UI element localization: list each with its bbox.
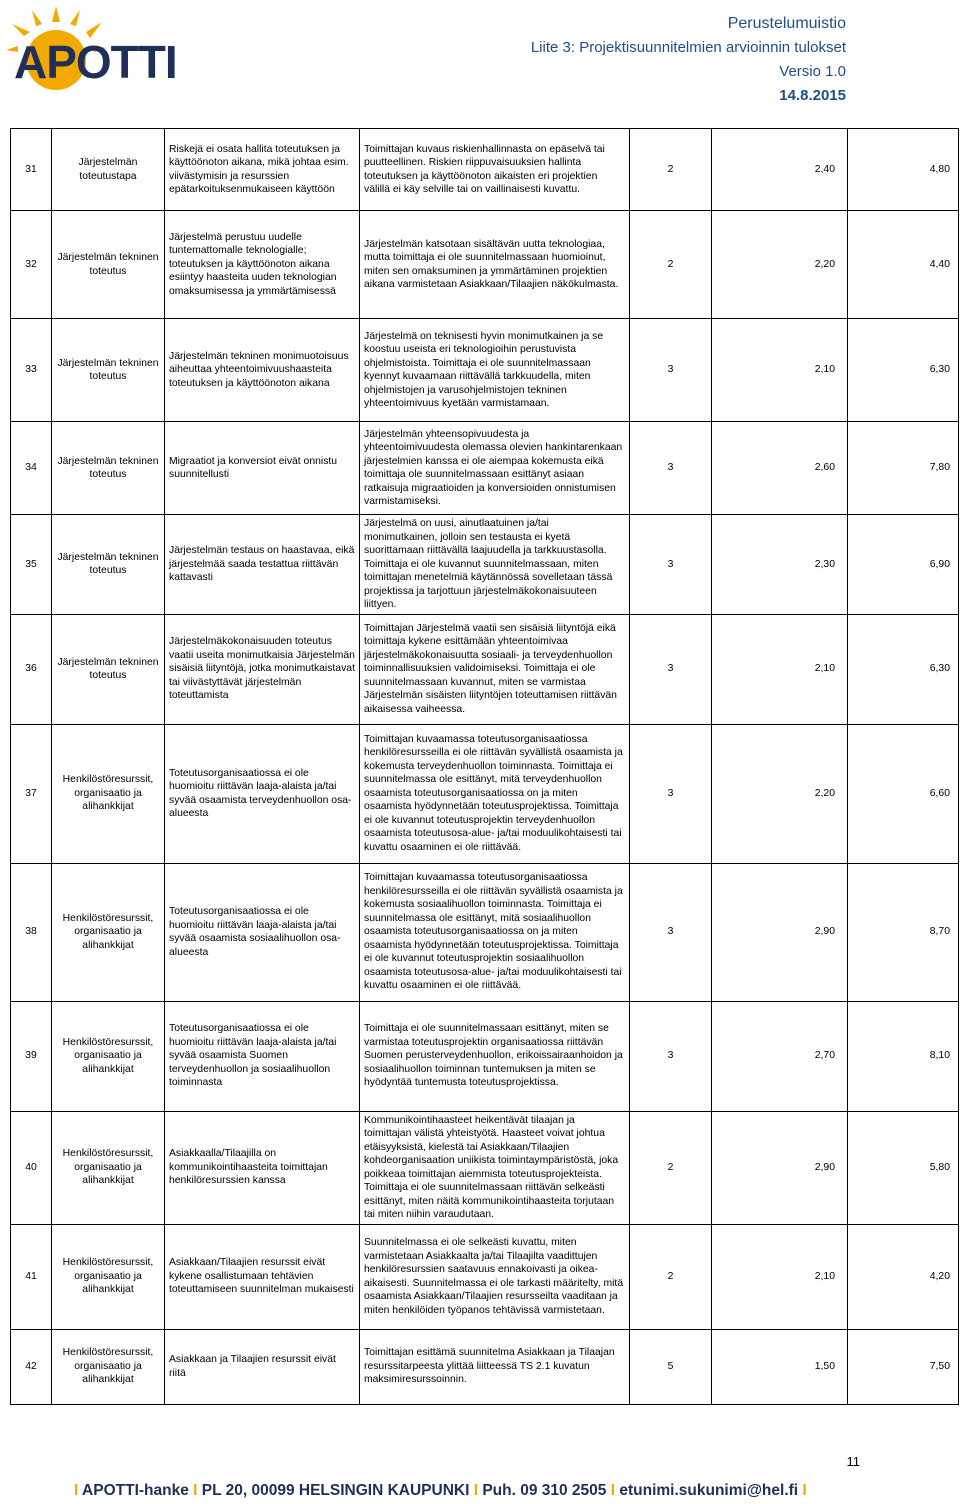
table-row xyxy=(11,1329,959,1404)
table-cell-area: Järjestelmän tekninen toteutus xyxy=(52,422,165,515)
table-row xyxy=(11,515,959,615)
table-cell-score: 3 xyxy=(630,1001,712,1111)
document-header xyxy=(531,12,846,108)
logo-text: APOTTI xyxy=(14,36,177,88)
table-cell-risk: Järjestelmän testaus on haastavaa, eikä järjestelmää saada testattua riittävän kattavasti xyxy=(165,515,360,615)
table-cell-score: 3 xyxy=(630,515,712,615)
table-cell-area: Henkilöstöresurssit, organisaatio ja alihankkijat xyxy=(52,1224,165,1329)
table-cell-total: 6,90 xyxy=(848,515,959,615)
table-cell-risk: Järjestelmäkokonaisuuden toteutus vaatii useita monimutkaisia Järjestelmän sisäisiä liityntöjä, jotka monimutkaistavat tai viivästyttävät järjestelmän toteuttamista xyxy=(165,614,360,724)
table-cell-total: 6,30 xyxy=(848,614,959,724)
table-cell-average: 2,10 xyxy=(712,614,848,724)
table-cell-average: 2,20 xyxy=(712,724,848,863)
table-cell-area: Järjestelmän toteutustapa xyxy=(52,129,165,211)
document-type: Perustelumuistio xyxy=(727,15,846,32)
table-row xyxy=(11,1111,959,1224)
table-cell-evaluation: Järjestelmä on teknisesti hyvin monimutkainen ja se koostuu useista eri teknologioihin perustuvista ohjelmistoista. Toimittaja ei ole suunnitelmassaan kyennyt kuvaamaan riittävällä tarkkuudella, miten ohjelmistojen ja varusohjelmistojen tekninen yhteentoimivuus kyetään varmistamaan. xyxy=(360,319,630,422)
table-cell-total: 8,70 xyxy=(848,863,959,1001)
table-cell-risk: Asiakkaan/Tilaajien resurssit eivät kykene osallistumaan tehtävien toteuttamiseen suunnitelman mukaisesti xyxy=(165,1224,360,1329)
table-cell-area: Henkilöstöresurssit, organisaatio ja alihankkijat xyxy=(52,863,165,1001)
table-cell-evaluation: Järjestelmän katsotaan sisältävän uutta teknologiaa, mutta toimittaja ei ole suunnitelmassaan huomioinut, miten sen omaksuminen ja ymmärtäminen projektien aikana varmistetaan Asiakkaan/Tilaajien näkökulmasta. xyxy=(360,211,630,319)
table-cell-total: 4,80 xyxy=(848,129,959,211)
table-cell-score: 3 xyxy=(630,614,712,724)
table-cell-average: 2,90 xyxy=(712,863,848,1001)
table-cell-average: 2,30 xyxy=(712,515,848,615)
table-cell-total: 8,10 xyxy=(848,1001,959,1111)
table-cell-risk: Migraatiot ja konversiot eivät onnistu suunnitellusti xyxy=(165,422,360,515)
table-cell-average: 2,20 xyxy=(712,211,848,319)
table-cell-number: 35 xyxy=(11,515,52,615)
table-cell-area: Järjestelmän tekninen toteutus xyxy=(52,614,165,724)
table-cell-risk: Toteutusorganisaatiossa ei ole huomioitu riittävän laaja-alaista ja/tai syvää osaamista terveydenhuollon osa-alueesta xyxy=(165,724,360,863)
table-cell-evaluation: Järjestelmä on uusi, ainutlaatuinen ja/tai monimutkainen, jolloin sen testausta ei kyetä suorittamaan riittävällä laajuudella ja tarkkuustasolla. Toimittaja ei ole kuvannut suunnitelmassaan, miten toimittajan menetelmiä käytännössä sovelletaan tässä projektissa ja tarjottuun järjestelmäkokonaisuuteen liittyen. xyxy=(360,515,630,615)
table-cell-total: 6,60 xyxy=(848,724,959,863)
table-cell-risk: Riskejä ei osata hallita toteutuksen ja käyttöönoton aikana, mikä johtaa esim. viivästymisin ja resurssien epätarkoituksenmukaiseen käyttöön xyxy=(165,129,360,211)
footer-bar: I APOTTI-hanke I PL 20, 00099 HELSINGIN KAUPUNKI I Puh. 09 310 2505 I etunimi.sukunimi@hel.fi I xyxy=(74,1482,807,1499)
table-cell-area: Henkilöstöresurssit, organisaatio ja alihankkijat xyxy=(52,724,165,863)
table-cell-number: 38 xyxy=(11,863,52,1001)
table-cell-risk: Järjestelmän tekninen monimuotoisuus aiheuttaa yhteentoimivuushaasteita toteutuksen ja käyttöönoton aikana xyxy=(165,319,360,422)
footer-org: APOTTI-hanke xyxy=(82,1482,189,1499)
table-cell-number: 31 xyxy=(11,129,52,211)
apotti-logo xyxy=(6,6,220,92)
table-cell-score: 3 xyxy=(630,422,712,515)
table-cell-evaluation: Toimittajan esittämä suunnitelma Asiakkaan ja Tilaajan resurssitarpeesta ylittää liitteessä TS 2.1 kuvatun maksimiresurssoinnin. xyxy=(360,1329,630,1404)
table-cell-score: 2 xyxy=(630,211,712,319)
table-row xyxy=(11,863,959,1001)
table-cell-average: 2,70 xyxy=(712,1001,848,1111)
table-cell-score: 5 xyxy=(630,1329,712,1404)
table-cell-average: 2,60 xyxy=(712,422,848,515)
table-cell-area: Järjestelmän tekninen toteutus xyxy=(52,319,165,422)
table-row xyxy=(11,724,959,863)
table-cell-evaluation: Toimittajan kuvaamassa toteutusorganisaatiossa henkilöresursseilla ei ole riittävän syvällistä osaamista ja kokemusta sosiaalihuollon toiminnasta. Toimittaja ei suunnitelmassa ole esittänyt, mitä sosiaalihuollon osaamista toteutusorganisaatiossa on ja miten osaamista hyödynnetään toteutusprojektissa. Toimittaja ei ole kuvannut toteutusprojektin sosiaalihuollon osaamista toteutusosa-alue- ja/tai moduulikohtaisesti tai kuvattu osaaminen ei ole riittävää. xyxy=(360,863,630,1001)
table-row xyxy=(11,422,959,515)
table-cell-evaluation: Toimittajan kuvaamassa toteutusorganisaatiossa henkilöresursseilla ei ole riittävän syvällistä osaamista ja kokemusta terveydenhuollon toiminnasta. Toimittaja ei suunnitelmassa ole esittänyt, mitä terveydenhuollon osaamista toteutusorganisaatiossa on ja miten osaamista hyödynnetään toteutusprojektissa. Toimittaja ei ole kuvannut toteutusprojektin terveydenhuollon osaamista toteutusosa-alue- ja/tai moduulikohtaisesti tai kuvattu osaaminen ei ole riittävää. xyxy=(360,724,630,863)
table-row xyxy=(11,129,959,211)
table-cell-evaluation: Suunnitelmassa ei ole selkeästi kuvattu, miten varmistetaan Asiakkaalta ja/tai Tilaajilta vaadittujen henkilöresurssien saatavuus ennakoivasti ja oikea-aikaisesti. Suunnitelmassa ei ole tarkasti määritelty, mitä osaamista Asiakkaan/Tilaajien resursseilta vaaditaan ja miten henkilöiden työpanos tehtävissä varmistetaan. xyxy=(360,1224,630,1329)
table-cell-risk: Asiakkaalla/Tilaajilla on kommunikointihaasteita toimittajan henkilöresurssien kanssa xyxy=(165,1111,360,1224)
table-row xyxy=(11,614,959,724)
table-cell-evaluation: Toimittajan Järjestelmä vaatii sen sisäisiä liityntöjä eikä toimittaja kykene esittämään yhteentoimivaa järjestelmäkokonaisuutta sosiaali- ja terveydenhuollon toiminnallisuuksien validoimiseksi. Toimittaja ei ole suunnitelmassaan kuvannut, miten se varmistaa Järjestelmän sisäisten liityntöjen toteuttamisen riittävän aikaisessa vaiheessa. xyxy=(360,614,630,724)
table-cell-average: 2,10 xyxy=(712,319,848,422)
table-cell-risk: Järjestelmä perustuu uudelle tuntemattomalle teknologialle; toteutuksen ja käyttöönoton aikana esiintyy haasteita uuden teknologian omaksumisessa ja ymmärtämisessä xyxy=(165,211,360,319)
table-cell-number: 42 xyxy=(11,1329,52,1404)
table-cell-average: 2,40 xyxy=(712,129,848,211)
table-row xyxy=(11,211,959,319)
table-cell-number: 41 xyxy=(11,1224,52,1329)
table-cell-score: 3 xyxy=(630,724,712,863)
table-cell-risk: Asiakkaan ja Tilaajien resurssit eivät riitä xyxy=(165,1329,360,1404)
table-cell-evaluation: Kommunikointihaasteet heikentävät tilaajan ja toimittajan välistä yhteistyötä. Haasteet voivat johtua etäisyyksistä, kielestä tai Asiakkaan/Tilaajien kohdeorganisaation uniikista toimintaympäristöstä, joka poikkeaa toimittajan aiemmista toteutusprojekteista. Toimittaja ei ole suunnitelmassaan riittävän selkeästi esittänyt, miten näitä kommunikointihaasteita torjutaan tai miten niihin varaudutaan. xyxy=(360,1111,630,1224)
table-row xyxy=(11,1001,959,1111)
table-cell-score: 2 xyxy=(630,1111,712,1224)
table-cell-area: Järjestelmän tekninen toteutus xyxy=(52,211,165,319)
table-cell-score: 2 xyxy=(630,1224,712,1329)
footer-phone: Puh. 09 310 2505 xyxy=(482,1482,607,1499)
table-cell-risk: Toteutusorganisaatiossa ei ole huomioitu riittävän laaja-alaista ja/tai syvää osaamista sosiaalihuollon osa-alueesta xyxy=(165,863,360,1001)
table-cell-area: Henkilöstöresurssit, organisaatio ja alihankkijat xyxy=(52,1001,165,1111)
table-cell-total: 6,30 xyxy=(848,319,959,422)
table-cell-average: 2,10 xyxy=(712,1224,848,1329)
table-cell-average: 1,50 xyxy=(712,1329,848,1404)
table-cell-number: 37 xyxy=(11,724,52,863)
footer-email[interactable]: etunimi.sukunimi@hel.fi xyxy=(619,1482,799,1499)
table-cell-score: 3 xyxy=(630,319,712,422)
table-cell-risk: Toteutusorganisaatiossa ei ole huomioitu riittävän laaja-alaista ja/tai syvää osaamista Suomen terveydenhuollon ja sosiaalihuollon toiminnasta xyxy=(165,1001,360,1111)
table-cell-score: 3 xyxy=(630,863,712,1001)
table-cell-number: 34 xyxy=(11,422,52,515)
table-cell-average: 2,90 xyxy=(712,1111,848,1224)
footer-address: PL 20, 00099 HELSINGIN KAUPUNKI xyxy=(201,1482,470,1499)
page-number: 11 xyxy=(846,1454,860,1469)
table-cell-evaluation: Järjestelmän yhteensopivuudesta ja yhteentoimivuudesta olemassa olevien hankintarenkaan järjestelmien kanssa ei ole aiempaa kokemusta eikä toimittaja ole suunnitelmassaan esittänyt asiaan ratkaisuja migraatioiden ja konversioiden onnistumisen varmistamiseksi. xyxy=(360,422,630,515)
table-cell-number: 36 xyxy=(11,614,52,724)
table-cell-total: 4,20 xyxy=(848,1224,959,1329)
table-cell-area: Järjestelmän tekninen toteutus xyxy=(52,515,165,615)
table-cell-total: 4,40 xyxy=(848,211,959,319)
table-cell-number: 33 xyxy=(11,319,52,422)
table-cell-total: 5,80 xyxy=(848,1111,959,1224)
table-cell-area: Henkilöstöresurssit, organisaatio ja alihankkijat xyxy=(52,1329,165,1404)
table-cell-total: 7,50 xyxy=(848,1329,959,1404)
attachment-title: Liite 3: Projektisuunnitelmien arvioinnin tulokset xyxy=(530,39,846,56)
table-cell-evaluation: Toimittaja ei ole suunnitelmassaan esittänyt, miten se varmistaa toteutusprojektin organisaatiossa riittävän Suomen perusterveydenhuollon, erikoissairaanhoidon ja sosiaalihuollon toiminnan tuntemuksen ja miten se hyödyntää tuntemusta toteutusprojektissa. xyxy=(360,1001,630,1111)
table-cell-number: 39 xyxy=(11,1001,52,1111)
table-row xyxy=(11,1224,959,1329)
risk-evaluation-table xyxy=(10,128,959,1405)
table-cell-number: 32 xyxy=(11,211,52,319)
document-date: 14.8.2015 xyxy=(779,87,846,104)
table-cell-total: 7,80 xyxy=(848,422,959,515)
table-cell-score: 2 xyxy=(630,129,712,211)
table-row xyxy=(11,319,959,422)
table-cell-area: Henkilöstöresurssit, organisaatio ja alihankkijat xyxy=(52,1111,165,1224)
table-cell-evaluation: Toimittajan kuvaus riskienhallinnasta on epäselvä tai puutteellinen. Riskien riippuvaisuuksien hallinta toteutuksen ja käyttöönoton aikaisten eri projektien välillä ei käy selville tai on vaillinaisesti kuvattu. xyxy=(360,129,630,211)
version-label: Versio 1.0 xyxy=(779,63,846,80)
table-cell-number: 40 xyxy=(11,1111,52,1224)
